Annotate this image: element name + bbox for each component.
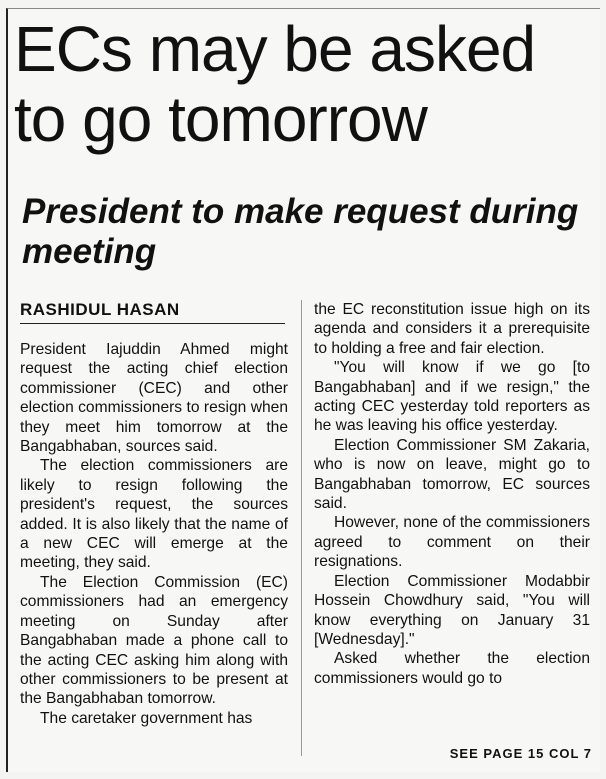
paragraph: President Iajuddin Ahmed might request the acting chief election commissioner (CEC) and other election commissioners to resign when they meet him tomorrow at the Bangabhaban, sources said. [20, 341, 288, 456]
paragraph: The caretaker government has [40, 709, 253, 727]
paragraph: the EC reconstitution issue high on its agenda and considers it a prerequisite to holding a free and fair election. [314, 301, 590, 357]
paragraph: The election commissioners are likely to resign following the president's request, the sources added. It is also likely that the name of a new CEC will emerge at the meeting, they said. [20, 457, 288, 572]
jump-line: SEE PAGE 15 COL 7 [449, 746, 592, 761]
headline: ECs may be asked to go tomorrow [14, 13, 536, 155]
paragraph: Election Commissioner SM Zakaria, who is now on leave, might go to Bangabhaban tomorrow, EC sources said. [314, 436, 590, 513]
article-column-left [20, 340, 288, 728]
byline: RASHIDUL HASAN [20, 300, 285, 324]
paragraph: The Election Commission (EC) commissioners had an emergency meeting on Sunday after Bangabhaban made a phone call to the acting CEC asking him along with other commissioners to be present at the Bangabhaban tomorrow. [20, 573, 288, 708]
paragraph: Asked whether the election commissioners would go to [314, 650, 590, 687]
subheadline: President to make request during meeting [22, 192, 579, 271]
column-divider [301, 300, 302, 756]
paragraph: However, none of the commissioners agreed to comment on their resignations. [314, 514, 590, 571]
paragraph: Election Commissioner Modabbir Hossein Chowdhury said, "You will know everything on January 31 [Wednesday]." [314, 572, 590, 648]
article-column-right [314, 300, 590, 688]
paragraph: "You will know if we go [to Bangabhaban] and if we resign," the acting CEC yesterday told reporters as he was leaving his office yesterday. [314, 359, 590, 435]
